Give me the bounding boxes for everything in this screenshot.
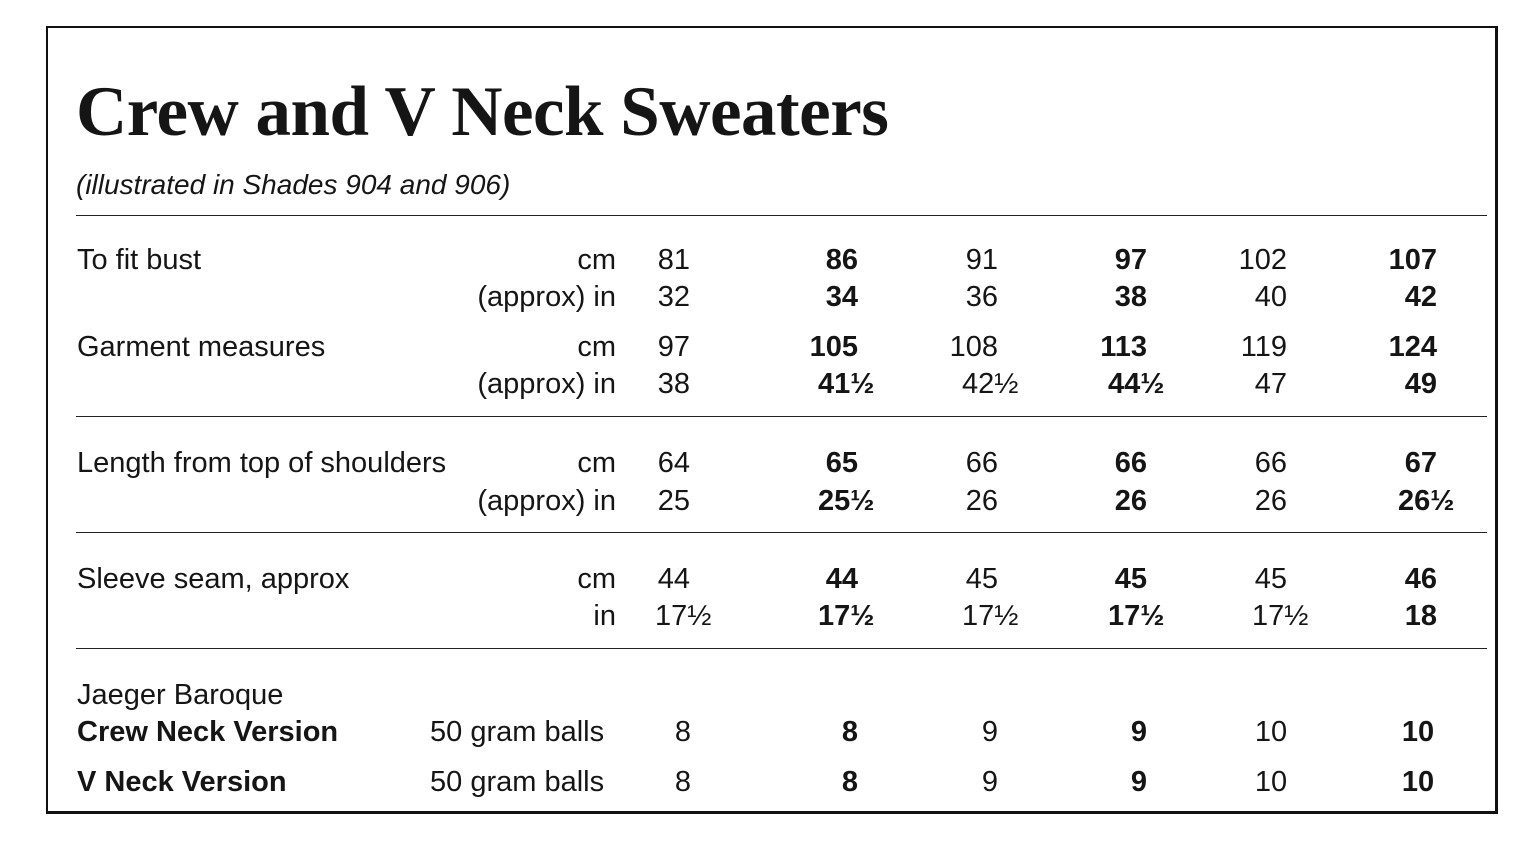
table-cell: 17½ bbox=[818, 600, 875, 632]
table-cell: 105 bbox=[809, 331, 858, 363]
divider bbox=[76, 416, 1487, 417]
yarn-quantity: 8 bbox=[674, 766, 692, 798]
table-cell: 44 bbox=[657, 563, 690, 595]
table-cell: 25 bbox=[657, 485, 690, 517]
table-cell: 108 bbox=[949, 331, 998, 363]
table-cell: 17½ bbox=[1108, 600, 1165, 632]
table-cell: 18 bbox=[1404, 600, 1437, 632]
table-cell: 65 bbox=[825, 447, 858, 479]
table-cell: 67 bbox=[1404, 447, 1437, 479]
row-unit: (approx) in bbox=[477, 368, 616, 400]
row-unit: cm bbox=[577, 331, 616, 363]
table-cell: 42 bbox=[1404, 281, 1437, 313]
divider bbox=[76, 532, 1487, 533]
yarn-quantity: 10 bbox=[1401, 716, 1435, 748]
yarn-quantity: 9 bbox=[981, 766, 999, 798]
table-cell: 46 bbox=[1404, 563, 1437, 595]
yarn-quantity: 8 bbox=[841, 716, 859, 748]
table-cell: 49 bbox=[1404, 368, 1437, 400]
table-cell: 107 bbox=[1388, 244, 1437, 276]
table-cell: 45 bbox=[1114, 563, 1147, 595]
table-cell: 97 bbox=[657, 331, 690, 363]
yarn-quantity: 10 bbox=[1254, 716, 1288, 748]
yarn-quantity: 9 bbox=[1130, 766, 1148, 798]
table-cell: 124 bbox=[1388, 331, 1437, 363]
yarn-brand: Jaeger Baroque bbox=[77, 679, 284, 711]
yarn-quantity: 10 bbox=[1401, 766, 1435, 798]
table-cell: 17½ bbox=[962, 600, 1019, 632]
row-label: Sleeve seam, approx bbox=[77, 563, 350, 595]
table-cell: 26 bbox=[1254, 485, 1287, 517]
row-label: Length from top of shoulders bbox=[77, 447, 447, 479]
table-cell: 17½ bbox=[1252, 600, 1309, 632]
table-cell: 41½ bbox=[818, 368, 875, 400]
table-cell: 45 bbox=[965, 563, 998, 595]
table-cell: 64 bbox=[657, 447, 690, 479]
page-title: Crew and V Neck Sweaters bbox=[76, 73, 889, 151]
row-unit: cm bbox=[577, 563, 616, 595]
table-cell: 36 bbox=[965, 281, 998, 313]
row-unit: in bbox=[593, 600, 616, 632]
row-unit: (approx) in bbox=[477, 485, 616, 517]
table-cell: 38 bbox=[657, 368, 690, 400]
table-cell: 113 bbox=[1100, 331, 1147, 363]
table-cell: 32 bbox=[657, 281, 690, 313]
table-cell: 91 bbox=[965, 244, 998, 276]
table-cell: 66 bbox=[1254, 447, 1287, 479]
yarn-quantity: 9 bbox=[1130, 716, 1148, 748]
divider bbox=[76, 648, 1487, 649]
row-label: To fit bust bbox=[77, 244, 202, 276]
divider bbox=[76, 215, 1487, 216]
table-cell: 26 bbox=[1114, 485, 1147, 517]
table-cell: 26½ bbox=[1398, 485, 1455, 517]
table-cell: 17½ bbox=[655, 600, 712, 632]
table-cell: 38 bbox=[1114, 281, 1147, 313]
yarn-quantity: 8 bbox=[841, 766, 859, 798]
table-cell: 34 bbox=[825, 281, 858, 313]
table-cell: 81 bbox=[657, 244, 690, 276]
row-unit: (approx) in bbox=[477, 281, 616, 313]
v-neck-unit: 50 gram balls bbox=[430, 766, 605, 798]
table-cell: 86 bbox=[825, 244, 858, 276]
table-cell: 45 bbox=[1254, 563, 1287, 595]
table-cell: 66 bbox=[965, 447, 998, 479]
table-cell: 26 bbox=[965, 485, 998, 517]
table-cell: 44½ bbox=[1108, 368, 1165, 400]
table-cell: 66 bbox=[1114, 447, 1147, 479]
table-cell: 102 bbox=[1238, 244, 1287, 276]
table-cell: 44 bbox=[825, 563, 858, 595]
row-unit: cm bbox=[577, 447, 616, 479]
table-cell: 25½ bbox=[818, 485, 875, 517]
crew-neck-unit: 50 gram balls bbox=[430, 716, 605, 748]
table-cell: 119 bbox=[1240, 331, 1287, 363]
v-neck-label: V Neck Version bbox=[77, 766, 287, 798]
table-cell: 47 bbox=[1254, 368, 1287, 400]
table-cell: 97 bbox=[1114, 244, 1147, 276]
row-label: Garment measures bbox=[77, 331, 326, 363]
table-cell: 40 bbox=[1254, 281, 1287, 313]
yarn-quantity: 8 bbox=[674, 716, 692, 748]
yarn-quantity: 10 bbox=[1254, 766, 1288, 798]
crew-neck-label: Crew Neck Version bbox=[77, 716, 339, 748]
row-unit: cm bbox=[577, 244, 616, 276]
page-subtitle: (illustrated in Shades 904 and 906) bbox=[76, 169, 511, 200]
yarn-quantity: 9 bbox=[981, 716, 999, 748]
table-cell: 42½ bbox=[962, 368, 1019, 400]
